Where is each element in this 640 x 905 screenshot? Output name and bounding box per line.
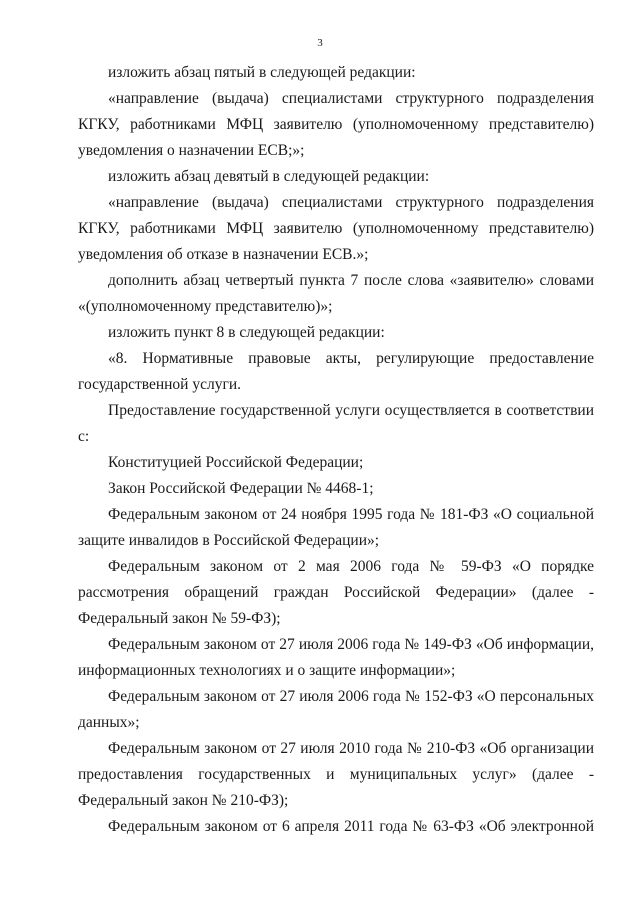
- page-number: 3: [317, 37, 323, 49]
- paragraph-4: «направление (выдача) специалистами структурного подразделения КГКУ, работниками МФЦ заявителю (уполномоченному представителю) уведомления об отказе в назначении ЕСВ.»;: [78, 194, 594, 263]
- paragraph-10: Закон Российской Федерации № 4468-1;: [108, 480, 374, 497]
- paragraph-13: Федеральным законом от 27 июля 2006 года № 149-ФЗ «Об информации, информационных технологиях и о защите информации»;: [78, 636, 594, 679]
- paragraph-12: Федеральным законом от 2 мая 2006 года № 59-ФЗ «О порядке рассмотрения обращений граждан Российской Федерации» (далее - Федеральный закон № 59-ФЗ);: [78, 558, 594, 627]
- paragraph-11: Федеральным законом от 24 ноября 1995 года № 181-ФЗ «О социальной защите инвалидов в Российской Федерации»;: [78, 506, 594, 549]
- paragraph-7: «8. Нормативные правовые акты, регулирующие предоставление государственной услуги.: [78, 350, 594, 393]
- paragraph-2: «направление (выдача) специалистами структурного подразделения КГКУ, работниками МФЦ заявителю (уполномоченному представителю) уведомления о назначении ЕСВ;»;: [78, 90, 594, 159]
- document-body: [78, 60, 594, 840]
- paragraph-5: дополнить абзац четвертый пункта 7 после слова «заявителю» словами «(уполномоченному представителю)»;: [78, 272, 594, 315]
- paragraph-16: Федеральным законом от 6 апреля 2011 года № 63-ФЗ «Об электронной: [108, 818, 594, 835]
- paragraph-9: Конституцией Российской Федерации;: [108, 454, 364, 471]
- paragraph-8: Предоставление государственной услуги осуществляется в соответствии с:: [78, 402, 594, 445]
- paragraph-14: Федеральным законом от 27 июля 2006 года № 152-ФЗ «О персональных данных»;: [78, 688, 594, 731]
- paragraph-3: изложить абзац девятый в следующей редакции:: [108, 168, 430, 185]
- paragraph-15: Федеральным законом от 27 июля 2010 года № 210-ФЗ «Об организации предоставления государственных и муниципальных услуг» (далее - Федеральный закон № 210-ФЗ);: [78, 740, 594, 809]
- paragraph-1: изложить абзац пятый в следующей редакции:: [108, 64, 416, 81]
- paragraph-6: изложить пункт 8 в следующей редакции:: [108, 324, 385, 341]
